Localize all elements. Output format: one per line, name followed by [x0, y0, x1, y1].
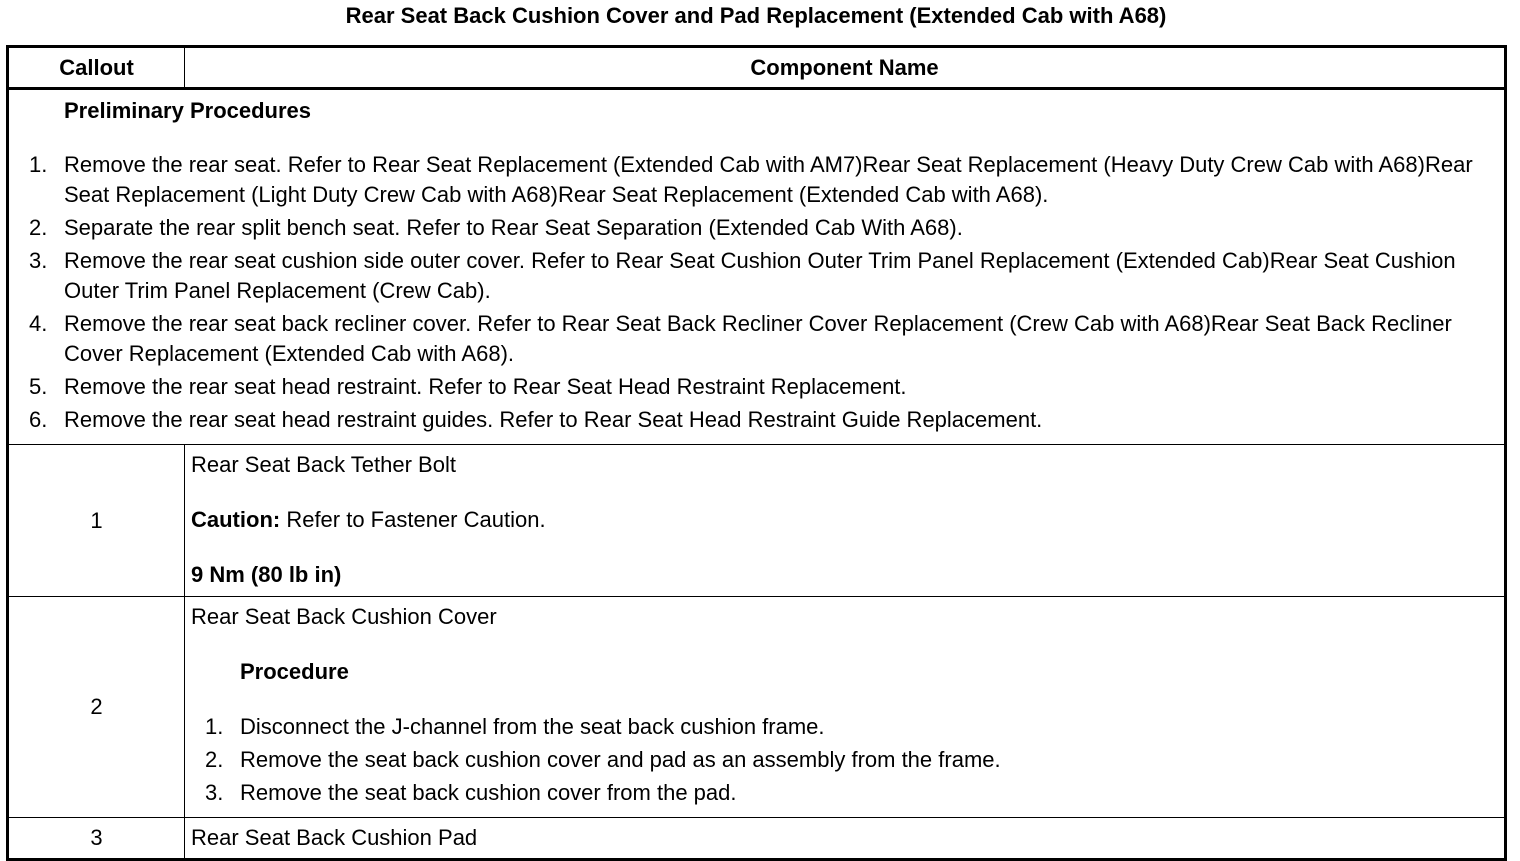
caution-text: Refer to Fastener Caution. — [280, 507, 546, 532]
component-name-cell — [185, 445, 1506, 597]
component-name: Rear Seat Back Cushion Pad — [191, 825, 478, 850]
list-item — [9, 213, 1498, 243]
step-number: 1. — [205, 714, 224, 739]
step-number: 6. — [29, 407, 48, 432]
preliminary-steps-list — [9, 150, 1498, 435]
torque-spec: 9 Nm (80 lb in) — [191, 562, 342, 587]
callout-number: 1 — [8, 445, 185, 597]
step-text: Remove the rear seat cushion side outer cover. Refer to Rear Seat Cushion Outer Trim Panel Replacement (Extended Cab)Rear Seat Cushion Outer Trim Panel Replacement (Crew Cab). — [64, 248, 1456, 303]
list-item — [191, 778, 1498, 808]
page-title: Rear Seat Back Cushion Cover and Pad Replacement (Extended Cab with A68) — [345, 3, 1167, 28]
list-item — [191, 745, 1498, 775]
component-column-header: Component Name — [185, 47, 1506, 89]
step-number: 3. — [205, 780, 224, 805]
table-header-row — [8, 47, 1506, 89]
callout-number: 2 — [8, 597, 185, 818]
component-name: Rear Seat Back Cushion Cover — [191, 604, 497, 629]
preliminary-heading: Preliminary Procedures — [64, 98, 312, 123]
component-name: Rear Seat Back Tether Bolt — [191, 452, 456, 477]
list-item — [9, 246, 1498, 306]
caution-label: Caution: — [191, 507, 281, 532]
step-number: 2. — [205, 747, 224, 772]
step-text: Remove the rear seat head restraint. Refer to Rear Seat Head Restraint Replacement. — [64, 374, 907, 399]
preliminary-row — [8, 89, 1506, 445]
list-item — [9, 150, 1498, 210]
step-text: Remove the seat back cushion cover and pad as an assembly from the frame. — [240, 747, 1001, 772]
table-row — [8, 818, 1506, 860]
component-name-cell — [185, 597, 1506, 818]
component-name-cell — [185, 818, 1506, 860]
callout-number: 3 — [8, 818, 185, 860]
step-number: 4. — [29, 311, 48, 336]
step-text: Separate the rear split bench seat. Refer to Rear Seat Separation (Extended Cab With A68). — [64, 215, 963, 240]
component-table — [6, 45, 1507, 861]
caution-note — [191, 506, 1498, 534]
step-number: 1. — [29, 152, 48, 177]
step-text: Remove the rear seat head restraint guides. Refer to Rear Seat Head Restraint Guide Replacement. — [64, 407, 1043, 432]
list-item — [9, 309, 1498, 369]
step-text: Remove the seat back cushion cover from the pad. — [240, 780, 737, 805]
procedure-steps-list — [191, 712, 1498, 808]
step-number: 2. — [29, 215, 48, 240]
step-number: 5. — [29, 374, 48, 399]
list-item — [9, 405, 1498, 435]
step-text: Remove the rear seat. Refer to Rear Seat Replacement (Extended Cab with AM7)Rear Seat Replacement (Heavy Duty Crew Cab with A68)Rear Seat Replacement (Light Duty Crew Cab with A68)Rear Seat Replacement (Extended Cab with A68). — [64, 152, 1473, 207]
table-row — [8, 597, 1506, 818]
step-text: Remove the rear seat back recliner cover. Refer to Rear Seat Back Recliner Cover Replacement (Crew Cab with A68)Rear Seat Back Recliner Cover Replacement (Extended Cab with A68). — [64, 311, 1452, 366]
table-row — [8, 445, 1506, 597]
step-text: Disconnect the J-channel from the seat back cushion frame. — [240, 714, 825, 739]
list-item — [191, 712, 1498, 742]
callout-column-header: Callout — [8, 47, 185, 89]
step-number: 3. — [29, 248, 48, 273]
list-item — [9, 372, 1498, 402]
procedure-heading: Procedure — [240, 659, 349, 684]
preliminary-procedures-cell — [8, 89, 1506, 445]
